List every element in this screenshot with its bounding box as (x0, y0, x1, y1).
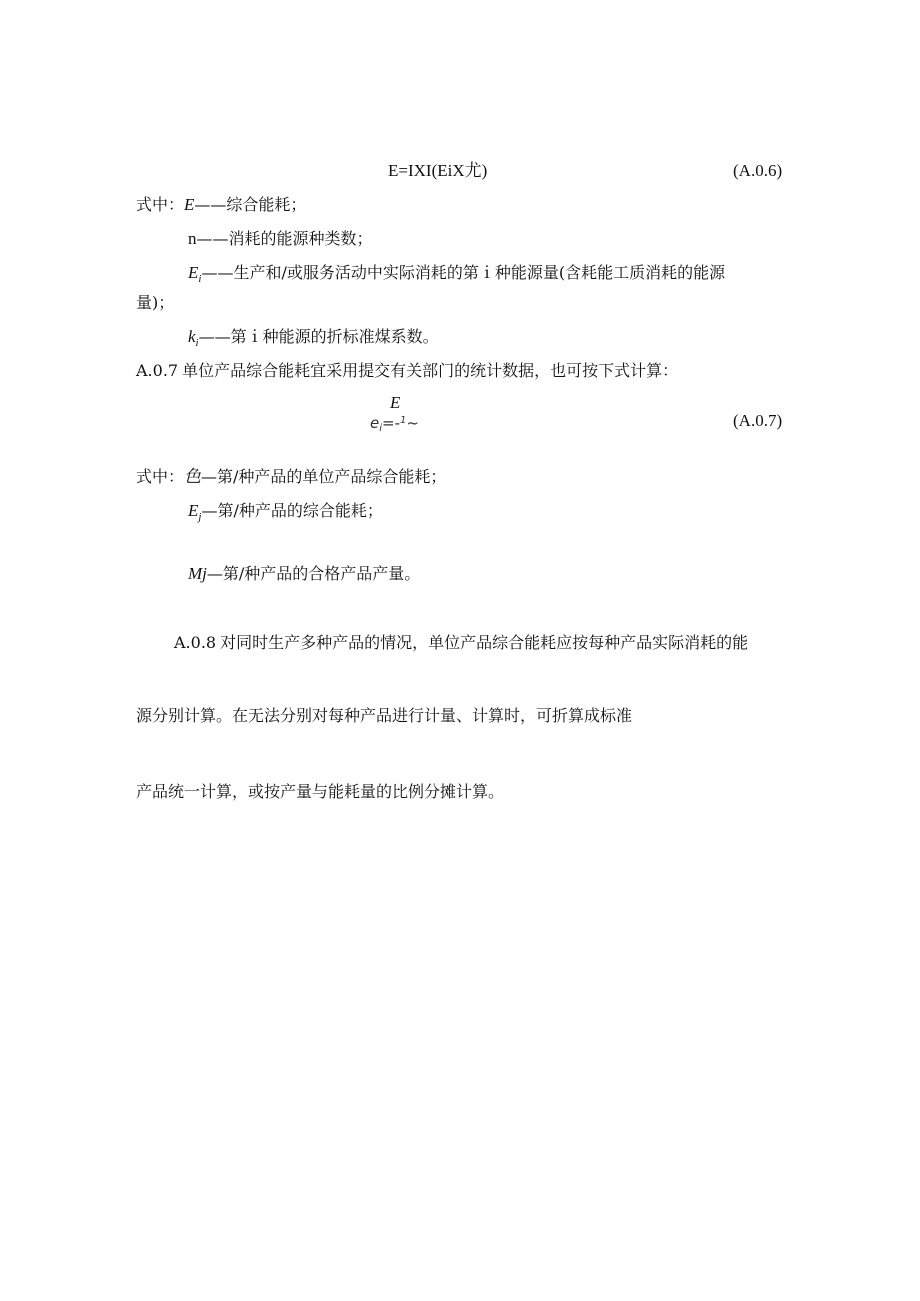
where-line-ei (136, 466, 446, 488)
symbol-mj: Mj (188, 564, 207, 583)
symbol-n: n (188, 229, 197, 248)
clause-a07-text: 单位产品综合能耗宜采用提交有关部门的统计数据，也可按下式计算： (182, 361, 679, 380)
symbol-e: E (184, 195, 195, 214)
symbol-ki: k (188, 327, 196, 346)
symbol-ej-desc: —第/种产品的综合能耗； (201, 501, 383, 520)
formula-a07-superscript: 1 (400, 415, 407, 426)
symbol-ej-subscript: j (198, 511, 202, 523)
symbol-n-desc: ——消耗的能源种类数； (196, 229, 373, 248)
symbol-ei: E (188, 263, 199, 282)
where-line-e (136, 194, 306, 216)
clause-a08-line3: 产品统一计算，或按产量与能耗量的比例分摊计算。 (136, 782, 505, 801)
clause-a07 (136, 360, 678, 382)
definition-ej (188, 500, 383, 524)
definition-ei-continuation: 量)； (136, 293, 175, 312)
formula-a07-tail: ~ (406, 414, 419, 432)
formula-a07-mid: =- (382, 414, 400, 432)
formula-a07-lhs: e (370, 414, 380, 432)
equation-number-a07: (A.0.7) (733, 411, 783, 430)
equation-number-a06: (A.0.6) (733, 161, 783, 180)
symbol-e-desc: ——综合能耗； (194, 195, 307, 214)
formula-a06-expression: E=IXI(EiX尤) (388, 161, 488, 180)
symbol-ki-desc: ——第ｉ种能源的折标准煤系数。 (198, 327, 439, 346)
definition-ei (188, 262, 725, 286)
symbol-ei-subscript: i (198, 273, 202, 285)
clause-a07-number: A.0.7 (136, 361, 179, 380)
clause-a08-number: A.0.8 (174, 633, 217, 652)
definition-mj (188, 563, 420, 585)
symbol-ej: E (188, 501, 199, 520)
where-prefix-2: 式中： (136, 467, 185, 486)
formula-a06 (388, 160, 487, 182)
clause-a08-line2: 源分别计算。在无法分别对每种产品进行计量、计算时，可折算成标准 (136, 706, 633, 725)
where-prefix: 式中： (136, 195, 185, 214)
clause-a08-line1: A.0.8 对同时生产多种产品的情况，单位产品综合能耗应按每种产品实际消耗的能 (174, 633, 749, 652)
symbol-ki-subscript: i (195, 337, 199, 349)
symbol-ei-product-desc: —第/种产品的单位产品综合能耗； (201, 467, 447, 486)
formula-a07-lhs-subscript: i (379, 423, 383, 434)
symbol-mj-desc: —第/种产品的合格产品产量。 (206, 564, 421, 583)
formula-a07-numerator: E (390, 393, 401, 412)
definition-n (188, 228, 373, 250)
symbol-ei-product: 色 (184, 467, 202, 486)
definition-ki (188, 326, 439, 350)
symbol-ei-desc: ——生产和/或服务活动中实际消耗的第ｉ种能源量(含耗能工质消耗的能源 (201, 263, 726, 282)
formula-a07-body (370, 412, 419, 437)
